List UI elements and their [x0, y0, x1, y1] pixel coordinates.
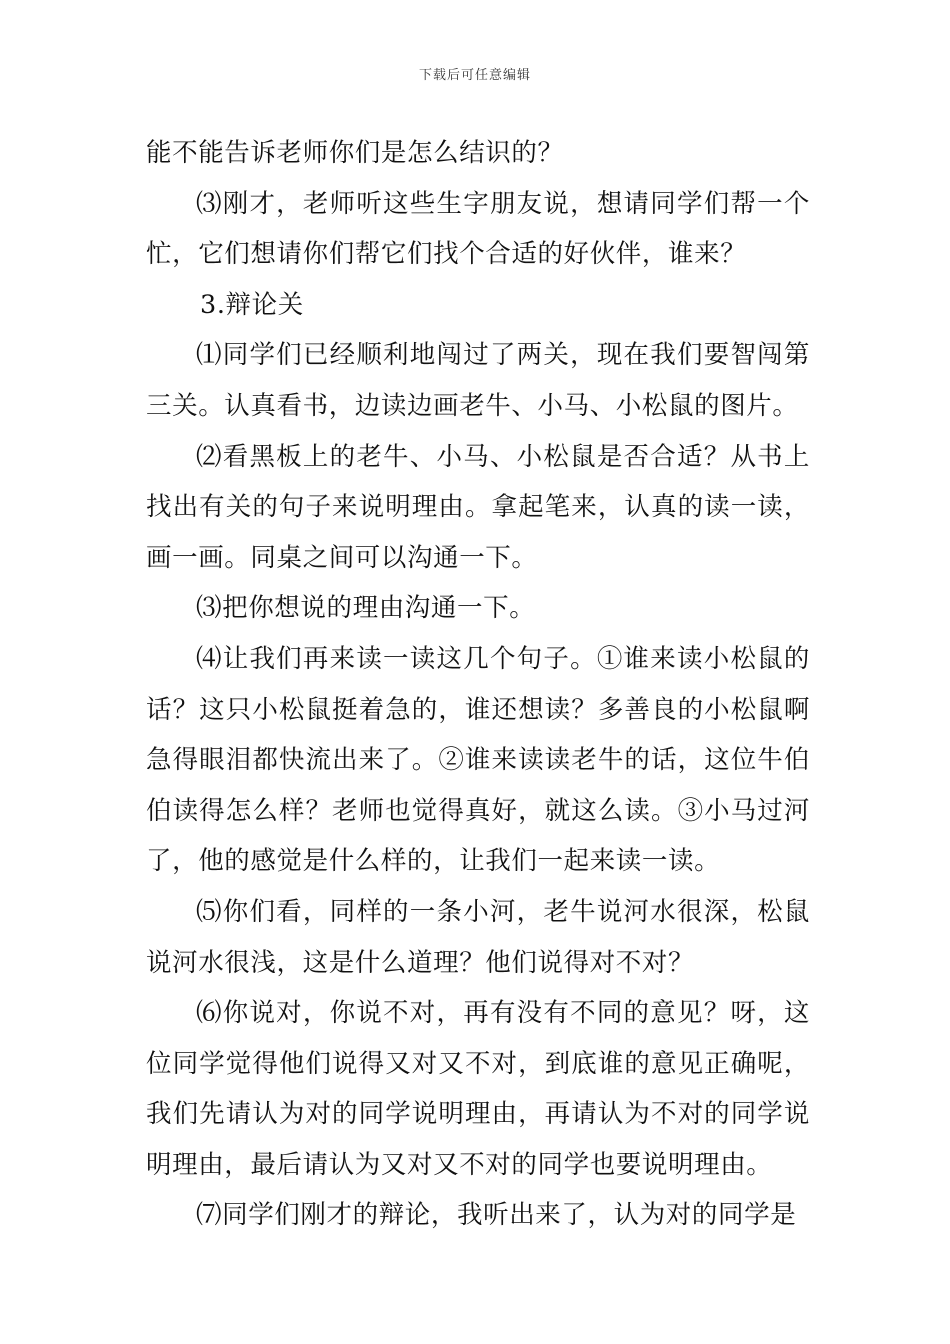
paragraph-item-3: ⑶把你想说的理由沟通一下。	[196, 593, 536, 624]
paragraph-item-6: ⑹你说对，你说不对，再有没有不同的意见？呀，这位同学觉得他们说得又对又不对，到底谁的意见正确呢，我们先请认为对的同学说明理由，再请认为不对的同学说明理由，最后请认为又对又不对的同学也要说明理由。	[146, 998, 810, 1180]
paragraph-item-3-partner: ⑶刚才，老师听这些生字朋友说，想请同学们帮一个忙，它们想请你们帮它们找个合适的好伙伴，谁来？	[146, 188, 810, 270]
paragraph-item-1: ⑴同学们已经顺利地闯过了两关，现在我们要智闯第三关。认真看书，边读边画老牛、小马、小松鼠的图片。	[146, 340, 810, 421]
paragraph-item-4: ⑷让我们再来读一读这几个句子。①谁来读小松鼠的话？这只小松鼠挺着急的，谁还想读？多善良的小松鼠啊急得眼泪都快流出来了。②谁来读读老牛的话，这位牛伯伯读得怎么样？老师也觉得真好，就这么读。③小马过河了，他的感觉是什么样的，让我们一起来读一读。	[146, 643, 810, 877]
paragraph-item-5: ⑸你们看，同样的一条小河，老牛说河水很深，松鼠说河水很浅，这是什么道理？他们说得对不对？	[146, 896, 810, 978]
paragraph-item-7: ⑺同学们刚才的辩论，我听出来了，认为对的同学是	[196, 1200, 797, 1231]
document-body	[146, 128, 810, 1241]
page-header: 下载后可任意编辑	[418, 68, 531, 83]
paragraph-continuation: 能不能告诉老师你们是怎么结识的？	[146, 138, 564, 168]
paragraph-item-2: ⑵看黑板上的老牛、小马、小松鼠是否合适？从书上找出有关的句子来说明理由。拿起笔来，认真的读一读，画一画。同桌之间可以沟通一下。	[146, 441, 810, 573]
section-heading-debate: 3.辩论关	[200, 289, 304, 320]
